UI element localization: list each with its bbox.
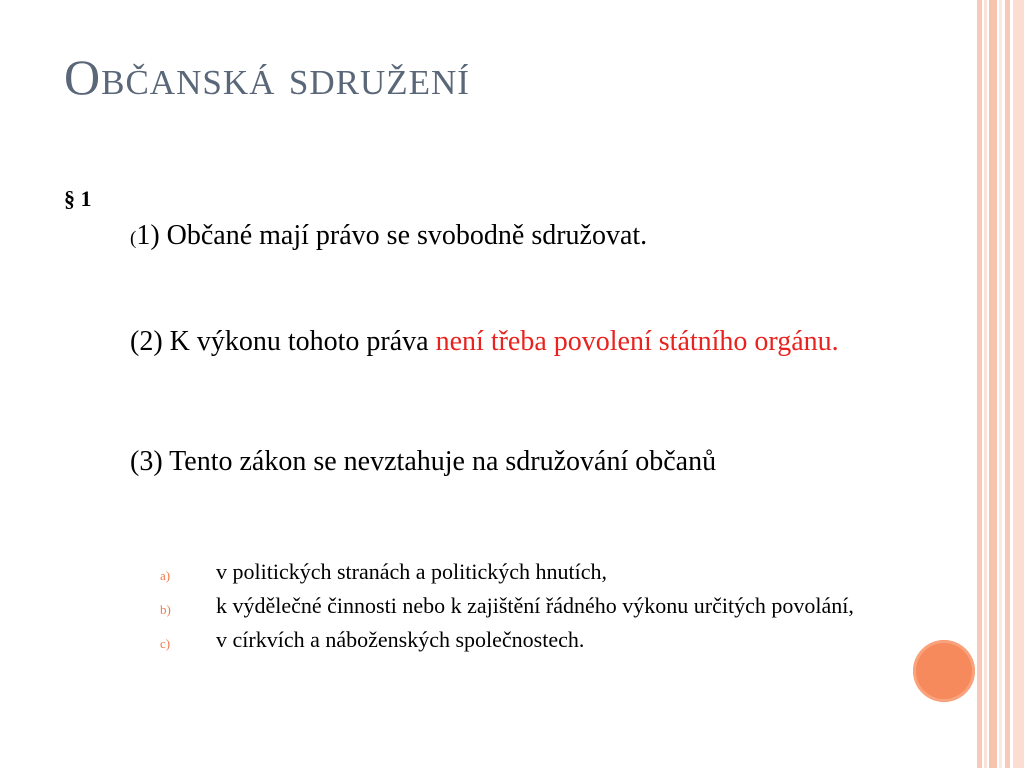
paragraph-1-text: 1) Občané mají právo se svobodně sdružovat.: [136, 220, 648, 251]
paragraph-1: [130, 220, 647, 252]
list-marker: c): [160, 636, 171, 651]
list-marker: b): [160, 602, 171, 617]
paragraph-3: (3) Tento zákon se nevztahuje na sdružování občanů: [130, 446, 717, 477]
decor-stripe: [1013, 0, 1024, 768]
list-item: [160, 628, 880, 652]
slide-title: Občanská sdružení: [64, 49, 470, 105]
list-item: [160, 594, 880, 618]
decor-stripe: [984, 0, 987, 768]
list-item-text: v politických stranách a politických hnutích,: [216, 559, 608, 584]
list-marker: a): [160, 568, 171, 583]
paragraph-2: [130, 312, 890, 372]
decor-stripe: [999, 0, 1002, 768]
section-mark: § 1: [64, 186, 92, 211]
paragraph-1-open-paren: (: [130, 228, 137, 249]
decor-stripe: [1005, 0, 1010, 768]
decor-circle: [913, 640, 975, 702]
exceptions-list: [160, 560, 880, 662]
list-item-text: k výdělečné činnosti nebo k zajištění řádného výkonu určitých povolání,: [216, 593, 854, 618]
decor-stripe: [977, 0, 982, 768]
paragraph-2-prefix: (2) K výkonu tohoto práva: [130, 326, 436, 357]
decor-stripe: [989, 0, 997, 768]
list-item-text: v církvích a náboženských společnostech.: [216, 627, 585, 652]
list-item: [160, 560, 880, 584]
paragraph-2-highlight: není třeba povolení státního orgánu.: [435, 326, 839, 357]
